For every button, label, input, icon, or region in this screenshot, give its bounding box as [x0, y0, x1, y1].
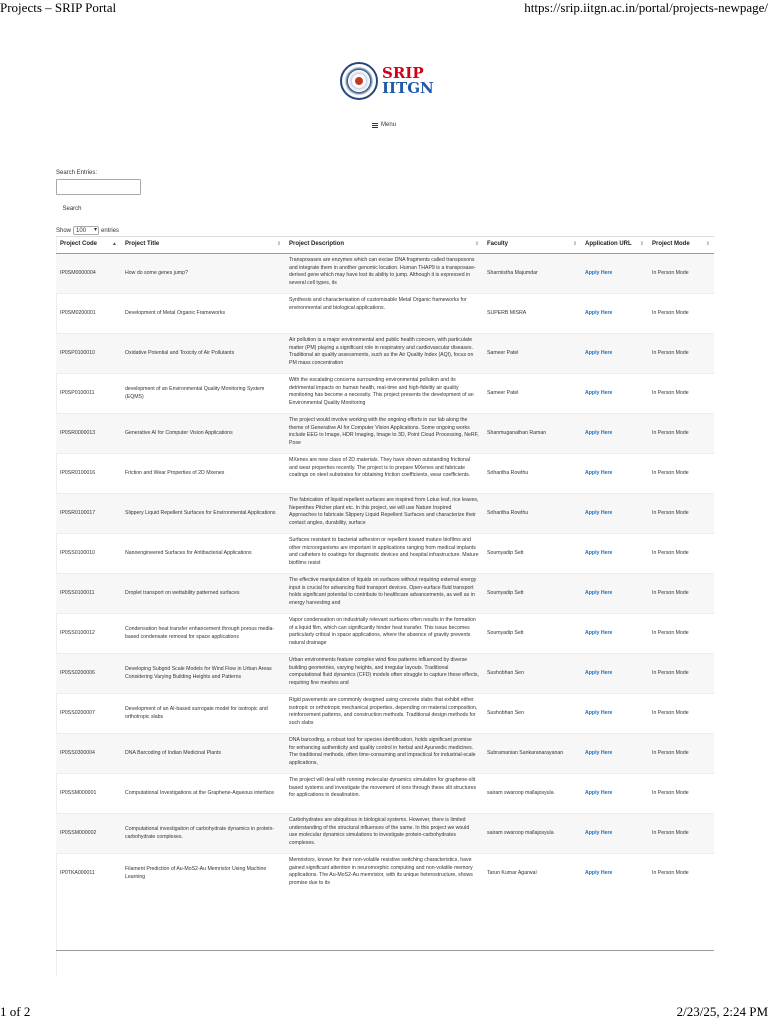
- project-mode-cell: In Person Mode: [652, 669, 689, 676]
- project-mode-cell: [648, 654, 714, 694]
- project-mode-cell: In Person Mode: [652, 549, 689, 556]
- column-header-application-url[interactable]: Application URL ⇕: [581, 237, 648, 254]
- faculty-cell: Sharmistha Majumdar: [487, 269, 538, 276]
- apply-here-cell: [581, 614, 648, 654]
- project-title-cell: Friction and Wear Properties of 2D Mxenes: [125, 469, 225, 476]
- project-description-cell: [285, 454, 483, 494]
- project-description-cell: The fabrication of liquid repellent surfaces are inspired from Lotus leaf, rice leaves, Nepenthes Pitcher plant etc. In this project, we will use Nature Inspired Approaches to fabricate Slippery Liquid Repellent Surfaces and characterize their contact angles, durability, surface: [289, 497, 479, 526]
- project-mode-cell: In Person Mode: [652, 869, 689, 876]
- project-code-cell: IP0SR0100016: [60, 469, 96, 476]
- apply-here-link[interactable]: Apply Here: [585, 469, 613, 476]
- project-description-cell: Transposases are enzymes which can excise DNA fragments called transposons and integrate them in another genomic location. Human THAP9 is a transposase-derived gene which may have lost its ability to jump. Although it is expressed in several cell types, its: [289, 257, 476, 286]
- table-row: [56, 454, 714, 494]
- table-row: [56, 494, 714, 534]
- faculty-cell: [483, 294, 581, 334]
- project-description-cell: [285, 774, 483, 814]
- project-title-cell: Development of Metal Organic Frameworks: [125, 309, 226, 316]
- project-description-cell: [285, 294, 483, 334]
- faculty-cell: [483, 454, 581, 494]
- project-title-cell: [121, 734, 285, 774]
- project-mode-cell: [648, 414, 714, 454]
- project-mode-cell: [648, 774, 714, 814]
- table-row: [56, 574, 714, 614]
- project-description-cell: Synthesis and characterisation of customisable Metal Organic frameworks for environmental and biological applications.: [289, 297, 467, 311]
- apply-here-link[interactable]: Apply Here: [585, 429, 613, 436]
- project-mode-cell: In Person Mode: [652, 469, 689, 476]
- project-title-cell: [121, 494, 285, 534]
- entries-length-control: [56, 226, 119, 235]
- table-row: [56, 694, 714, 734]
- project-code-cell: IP0SP0100010: [60, 349, 95, 356]
- project-mode-cell: [648, 254, 714, 294]
- project-description-cell: Vapor condensation on industrially relevant surfaces often results in the formation of a liquid film, which can significantly hinder heat transfer. This issue becomes particularly critical in space applications, where the absence of gravity prevents natural drainage: [289, 617, 476, 646]
- project-mode-cell: In Person Mode: [652, 629, 689, 636]
- apply-here-link[interactable]: Apply Here: [585, 669, 613, 676]
- project-description-cell: [285, 854, 483, 894]
- apply-here-link[interactable]: Apply Here: [585, 629, 613, 636]
- project-description-cell: Surfaces resistant to bacterial adhesion or repellent toward mature biofilms and other microorganisms are important in applications ranging from medical implants and catheters to coatings for diagnostic devices and hospital infrastructure. Mature biofilms resist: [289, 537, 479, 566]
- faculty-cell: [483, 694, 581, 734]
- apply-here-cell: [581, 574, 648, 614]
- project-code-cell: [56, 814, 121, 854]
- apply-here-link[interactable]: Apply Here: [585, 829, 613, 836]
- project-description-cell: With the escalating concerns surrounding environmental pollution and its detrimental impacts on human health, real-time and high-fidelity air quality monitoring has become a necessity. This project presents the development of an Environmental Quality Monitoring: [289, 377, 474, 406]
- project-description-cell: [285, 414, 483, 454]
- faculty-cell: [483, 614, 581, 654]
- project-code-cell: IP0SS0200006: [60, 669, 95, 676]
- project-title-cell: [121, 334, 285, 374]
- project-title-cell: Condensation heat transfer enhancement through porous media-based condensate removal for space applications: [125, 625, 275, 640]
- project-description-cell: Urban environments feature complex wind flow patterns influenced by diverse building geometries, varying heights, and irregular layouts. Traditional computational fluid dynamics (CFD) models often struggle to capture these effects, requiring fine meshes and: [289, 657, 479, 686]
- faculty-cell: [483, 854, 581, 894]
- faculty-cell: [483, 574, 581, 614]
- apply-here-cell: [581, 734, 648, 774]
- table-row: [56, 334, 714, 374]
- apply-here-cell: [581, 414, 648, 454]
- project-code-cell: IP0SR0000013: [60, 429, 96, 436]
- apply-here-link[interactable]: Apply Here: [585, 709, 613, 716]
- site-logo[interactable]: [340, 60, 440, 102]
- column-header-project-description[interactable]: Project Description ⇕: [285, 237, 483, 254]
- project-description-cell: Rigid pavements are commonly designed using concrete slabs that exhibit either isotropic or orthotropic mechanical properties, depending on material composition, reinforcement patterns, and construction methods. Traditional design methods for such slabs: [289, 697, 478, 726]
- projects-table: [56, 236, 714, 893]
- project-code-cell: [56, 574, 121, 614]
- faculty-cell: Sameer Patel: [487, 389, 519, 396]
- project-mode-cell: In Person Mode: [652, 509, 689, 516]
- column-header-project-mode[interactable]: Project Mode ⇕: [648, 237, 714, 254]
- project-description-cell: Air pollution is a major environmental and public health concern, with particulate matter (PM) playing a significant role in respiratory and cardiovascular diseases. Traditional air quality assessments, such as the Air Quality Index (AQI), focus on PM mass concentration: [289, 337, 474, 366]
- project-code-cell: [56, 694, 121, 734]
- project-code-cell: [56, 734, 121, 774]
- project-mode-cell: [648, 814, 714, 854]
- project-code-cell: [56, 454, 121, 494]
- faculty-cell: Sushobhan Sen: [487, 709, 524, 716]
- project-title-cell: Computational Investigations at the Graphene-Aqueous interface: [125, 789, 275, 796]
- project-mode-cell: In Person Mode: [652, 349, 689, 356]
- project-mode-cell: In Person Mode: [652, 309, 689, 316]
- apply-here-cell: [581, 654, 648, 694]
- page-count: 1 of 2: [0, 1004, 31, 1019]
- project-code-cell: [56, 774, 121, 814]
- faculty-cell: Sriharitha Rowthu: [487, 509, 529, 516]
- project-description-cell: Memristors, known for their non-volatile resistive switching characteristics, have gained significant attention in neuromorphic computing and non-volatile memory applications. The Au-MoS2-Au memristor, with its unique heterostructure, shows promise due to its: [289, 857, 473, 886]
- faculty-cell: [483, 734, 581, 774]
- project-mode-cell: [648, 854, 714, 894]
- project-title-cell: [121, 534, 285, 574]
- project-mode-cell: In Person Mode: [652, 789, 689, 796]
- apply-here-cell: [581, 374, 648, 414]
- faculty-cell: [483, 494, 581, 534]
- project-title-cell: DNA Barcoding of Indian Medicinal Plants: [125, 749, 222, 756]
- faculty-cell: Sameer Patel: [487, 349, 519, 356]
- faculty-cell: sairam swaroop mallajosyula: [487, 789, 554, 796]
- project-title-cell: [121, 574, 285, 614]
- project-code-cell: IP0SP0100011: [60, 389, 95, 396]
- project-description-cell: [285, 574, 483, 614]
- project-code-cell: IP0TKA000011: [60, 869, 95, 876]
- project-title-cell: Filament Prediction of Au-MoS2-Au Memristor Using Machine Learning: [125, 865, 267, 880]
- project-title-cell: [121, 374, 285, 414]
- project-mode-cell: [648, 294, 714, 334]
- project-code-cell: [56, 654, 121, 694]
- search-label: Search Entries:: [56, 170, 98, 176]
- project-description-cell: DNA barcoding, a robust tool for species identification, holds significant promise for enhancing authenticity and quality control in herbal and Ayurvedic medicines. The traditional methods, often time-consuming and impractical for industrial-scale applications,: [289, 737, 476, 766]
- menu-label: Menu: [381, 122, 397, 128]
- project-code-cell: [56, 254, 121, 294]
- project-mode-cell: In Person Mode: [652, 269, 689, 276]
- project-description-cell: [285, 814, 483, 854]
- project-mode-cell: In Person Mode: [652, 429, 689, 436]
- project-description-cell: [285, 334, 483, 374]
- apply-here-cell: [581, 854, 648, 894]
- project-code-cell: [56, 854, 121, 894]
- logo-text: [382, 66, 434, 96]
- table-row: [56, 294, 714, 334]
- project-code-cell: IP0SSM000002: [60, 829, 97, 836]
- faculty-cell: [483, 414, 581, 454]
- browser-page-title: Projects – SRIP Portal: [0, 0, 117, 15]
- project-code-cell: [56, 494, 121, 534]
- project-description-cell: [285, 494, 483, 534]
- project-code-cell: IP0SS0300004: [60, 749, 95, 756]
- project-mode-cell: In Person Mode: [652, 829, 689, 836]
- project-title-cell: Computational investigation of carbohydrate dynamics in protein-carbohydrate complexes.: [125, 825, 275, 840]
- project-description-cell: The effective manipulation of liquids on surfaces without requiring external energy input is crucial for advancing fluid transport devices. Open-surface fluid transport holds significant potential to contribute to healthcare advancements, as well as in energy harvesting and: [289, 577, 477, 606]
- entries-label: entries: [101, 227, 120, 234]
- apply-here-link[interactable]: Apply Here: [585, 309, 613, 316]
- project-code-cell: [56, 294, 121, 334]
- faculty-cell: [483, 334, 581, 374]
- project-mode-cell: In Person Mode: [652, 709, 689, 716]
- project-title-cell: [121, 854, 285, 894]
- apply-here-link[interactable]: Apply Here: [585, 269, 613, 276]
- project-code-cell: IP0SS0100010: [60, 549, 95, 556]
- project-mode-cell: [648, 454, 714, 494]
- faculty-cell: [483, 254, 581, 294]
- search-input[interactable]: [56, 179, 141, 195]
- apply-here-cell: [581, 294, 648, 334]
- faculty-cell: Soumyadip Sett: [487, 629, 524, 636]
- project-title-cell: [121, 774, 285, 814]
- table-row: [56, 854, 714, 894]
- project-mode-cell: In Person Mode: [652, 589, 689, 596]
- faculty-cell: [483, 774, 581, 814]
- faculty-cell: sairam swaroop mallajosyula: [487, 829, 554, 836]
- table-header-row: [56, 237, 714, 254]
- table-row: [56, 534, 714, 574]
- column-header-faculty[interactable]: Faculty ⇕: [483, 237, 581, 254]
- project-title-cell: Droplet transport on wettability patterned surfaces: [125, 589, 240, 596]
- project-description-cell: [285, 614, 483, 654]
- project-description-cell: [285, 694, 483, 734]
- apply-here-cell: [581, 454, 648, 494]
- apply-here-cell: [581, 814, 648, 854]
- project-code-cell: IP0SM0000004: [60, 269, 96, 276]
- menu-toggle[interactable]: [372, 122, 396, 128]
- browser-page-url: https://srip.iitgn.ac.in/portal/projects-newpage/: [524, 0, 768, 15]
- column-header-project-code[interactable]: Project Code ▲: [56, 237, 121, 254]
- project-mode-cell: [648, 494, 714, 534]
- logo-line-1: SRIP: [382, 64, 424, 82]
- project-mode-cell: In Person Mode: [652, 749, 689, 756]
- print-date: 2/23/25, 2:24 PM: [676, 1004, 768, 1019]
- project-title-cell: development of an Environmental Quality Monitoring System (EQMS): [125, 385, 265, 400]
- apply-here-cell: [581, 774, 648, 814]
- project-mode-cell: In Person Mode: [652, 389, 689, 396]
- project-title-cell: [121, 614, 285, 654]
- project-title-cell: [121, 414, 285, 454]
- faculty-cell: Shanmuganathan Raman: [487, 429, 547, 436]
- search-button[interactable]: Search: [62, 206, 82, 212]
- project-description-cell: The project will deal with running molecular dynamics simulation for graphene-slit based systems and investigate the movement of ions through these slit structures for applications in desalination.: [289, 777, 477, 799]
- apply-here-link[interactable]: Apply Here: [585, 869, 613, 876]
- project-code-cell: IP0SR0100017: [60, 509, 96, 516]
- iitgn-emblem-icon: [340, 62, 378, 100]
- project-description-cell: The project would involve working with the ongoing efforts in our lab along the theme of Generative AI for Computer Vision Applications. Some ongoing works include EEG to Image, HDR Imaging, Image to 3D, Point Cloud Processing, NeRF, Pose: [289, 417, 479, 446]
- apply-here-cell: [581, 334, 648, 374]
- project-title-cell: How do some genes jump?: [125, 269, 188, 276]
- project-description-cell: Carbohydrates are ubiquitous in biological systems. However, there is limited understanding of the structural influences of the same. In this project we would use molecular dynamics simulations to investigate protein-carbohydrates complexes.: [289, 817, 470, 846]
- sort-icon: ⇕: [705, 241, 710, 247]
- project-title-cell: Oxidative Potential and Toxicity of Air Pollutants: [125, 349, 235, 356]
- print-footer: [0, 1002, 768, 1020]
- table-row: [56, 734, 714, 774]
- table-bottom-border: [56, 950, 714, 951]
- project-mode-cell: [648, 694, 714, 734]
- apply-here-link[interactable]: Apply Here: [585, 589, 613, 596]
- faculty-cell: Sushobhan Sen: [487, 669, 524, 676]
- project-mode-cell: [648, 334, 714, 374]
- project-code-cell: IP0SS0200007: [60, 709, 95, 716]
- table-row: [56, 374, 714, 414]
- table-row: [56, 254, 714, 294]
- apply-here-link[interactable]: Apply Here: [585, 549, 613, 556]
- faculty-cell: [483, 374, 581, 414]
- project-description-cell: MXenes are new class of 2D materials. They have shown outstanding frictional and wear properties recently. The project is to prepare MXenes and fabricate coatings on steel substrates for obtaining friction coefficients, wear coefficients.: [289, 457, 471, 479]
- apply-here-cell: [581, 694, 648, 734]
- apply-here-link[interactable]: Apply Here: [585, 749, 613, 756]
- project-description-cell: [285, 374, 483, 414]
- apply-here-link[interactable]: Apply Here: [585, 349, 613, 356]
- project-title-cell: Developing Subgrid Scale Models for Wind Flow in Urban Areas Considering Varying Building Heights and Patterns: [125, 665, 272, 680]
- project-title-cell: [121, 294, 285, 334]
- faculty-cell: Soumyadip Sett: [487, 549, 524, 556]
- hamburger-icon: [372, 123, 378, 128]
- project-title-cell: [121, 814, 285, 854]
- project-code-cell: IP0SS0100012: [60, 629, 95, 636]
- sort-icon: ⇕: [276, 241, 281, 247]
- project-description-cell: [285, 734, 483, 774]
- column-header-project-title[interactable]: Project Title ⇕: [121, 237, 285, 254]
- project-code-cell: [56, 614, 121, 654]
- table-row: [56, 814, 714, 854]
- faculty-cell: Subramanian Sankaranarayanan: [487, 749, 564, 756]
- project-code-cell: [56, 334, 121, 374]
- table-row: [56, 414, 714, 454]
- sort-icon: ⇕: [639, 241, 644, 247]
- sort-icon: ⇕: [474, 241, 479, 247]
- apply-here-link[interactable]: Apply Here: [585, 509, 613, 516]
- table-row: [56, 614, 714, 654]
- project-mode-cell: [648, 614, 714, 654]
- apply-here-cell: [581, 254, 648, 294]
- show-label: Show: [56, 227, 72, 234]
- faculty-cell: Tarun Kumar Agarwal: [487, 869, 537, 876]
- faculty-cell: Soumyadip Sett: [487, 589, 524, 596]
- faculty-cell: [483, 654, 581, 694]
- apply-here-link[interactable]: Apply Here: [585, 389, 613, 396]
- faculty-cell: SUPERB MISRA: [487, 309, 527, 316]
- project-title-cell: [121, 654, 285, 694]
- apply-here-cell: [581, 494, 648, 534]
- project-title-cell: [121, 454, 285, 494]
- print-header: [0, 0, 768, 22]
- table-row: [56, 654, 714, 694]
- project-title-cell: Generative AI for Computer Vision Applications: [125, 429, 233, 436]
- sort-icon: ⇕: [572, 241, 577, 247]
- faculty-cell: Sriharitha Rowthu: [487, 469, 529, 476]
- project-description-cell: [285, 534, 483, 574]
- project-code-cell: IP0SM0200001: [60, 309, 96, 316]
- project-title-cell: [121, 694, 285, 734]
- project-description-cell: [285, 254, 483, 294]
- project-title-cell: Development of an AI-based surrogate model for isotropic and orthotropic slabs: [125, 705, 268, 720]
- faculty-cell: [483, 534, 581, 574]
- project-mode-cell: [648, 534, 714, 574]
- sort-asc-icon: ▲: [112, 241, 117, 247]
- faculty-cell: [483, 814, 581, 854]
- project-title-cell: [121, 254, 285, 294]
- project-code-cell: IP0SSM000001: [60, 789, 97, 796]
- entries-select[interactable]: 100 ▾: [73, 226, 99, 235]
- project-title-cell: Slippery Liquid Repellent Surfaces for Environmental Applications: [125, 509, 276, 516]
- project-title-cell: Nanoengineered Surfaces for Antibacterial Applications: [125, 549, 252, 556]
- project-mode-cell: [648, 374, 714, 414]
- logo-line-2: IITGN: [382, 79, 434, 97]
- project-code-cell: [56, 374, 121, 414]
- project-code-cell: [56, 534, 121, 574]
- table-row: [56, 774, 714, 814]
- project-code-cell: IP0SS0100011: [60, 589, 95, 596]
- apply-here-cell: [581, 534, 648, 574]
- project-description-cell: [285, 654, 483, 694]
- apply-here-link[interactable]: Apply Here: [585, 789, 613, 796]
- project-mode-cell: [648, 574, 714, 614]
- project-mode-cell: [648, 734, 714, 774]
- project-code-cell: [56, 414, 121, 454]
